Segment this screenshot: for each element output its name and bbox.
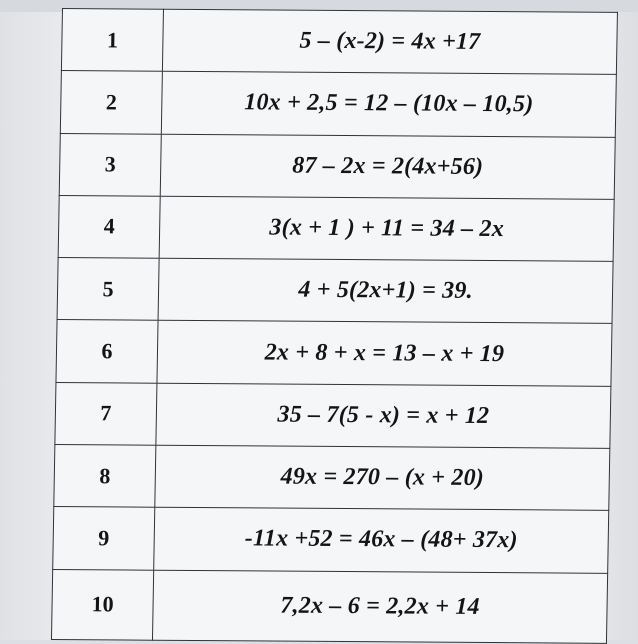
table-row xyxy=(56,320,612,386)
row-number: 8 xyxy=(54,444,156,507)
table-row xyxy=(58,195,614,261)
row-number: 2 xyxy=(60,71,162,134)
equation-cell: 10x + 2,5 = 12 – (10x – 10,5) xyxy=(161,71,616,136)
row-number: 7 xyxy=(55,382,157,445)
equation-cell: 49x = 270 – (x + 20) xyxy=(155,445,610,510)
equations-table-container xyxy=(51,8,618,644)
row-number: 6 xyxy=(56,320,158,383)
equation-cell: 7,2x – 6 = 2,2x + 14 xyxy=(152,570,607,644)
equation-cell: 4 + 5(2x+1) = 39. xyxy=(158,258,613,323)
table-row xyxy=(51,569,607,643)
row-number: 1 xyxy=(61,9,163,72)
row-number: 4 xyxy=(58,195,160,258)
equation-cell: 87 – 2x = 2(4x+56) xyxy=(160,134,615,199)
equation-cell: -11x +52 = 46x – (48+ 37x) xyxy=(154,507,609,572)
table-row xyxy=(60,71,616,137)
equation-cell: 3(x + 1 ) + 11 = 34 – 2x xyxy=(159,196,614,261)
table-row xyxy=(55,382,611,448)
row-number: 9 xyxy=(53,507,155,570)
table-row xyxy=(59,133,615,199)
equation-cell: 35 – 7(5 - x) = x + 12 xyxy=(156,383,611,448)
row-number: 5 xyxy=(57,258,159,321)
table-row xyxy=(54,444,610,510)
row-number: 3 xyxy=(59,133,161,196)
row-number: 10 xyxy=(51,569,153,640)
table-row xyxy=(53,507,609,573)
equation-cell: 5 – (x-2) = 4x +17 xyxy=(162,9,617,74)
equations-table xyxy=(51,8,618,644)
table-row xyxy=(57,258,613,324)
equation-cell: 2x + 8 + x = 13 – x + 19 xyxy=(157,321,612,386)
table-row xyxy=(61,9,617,75)
